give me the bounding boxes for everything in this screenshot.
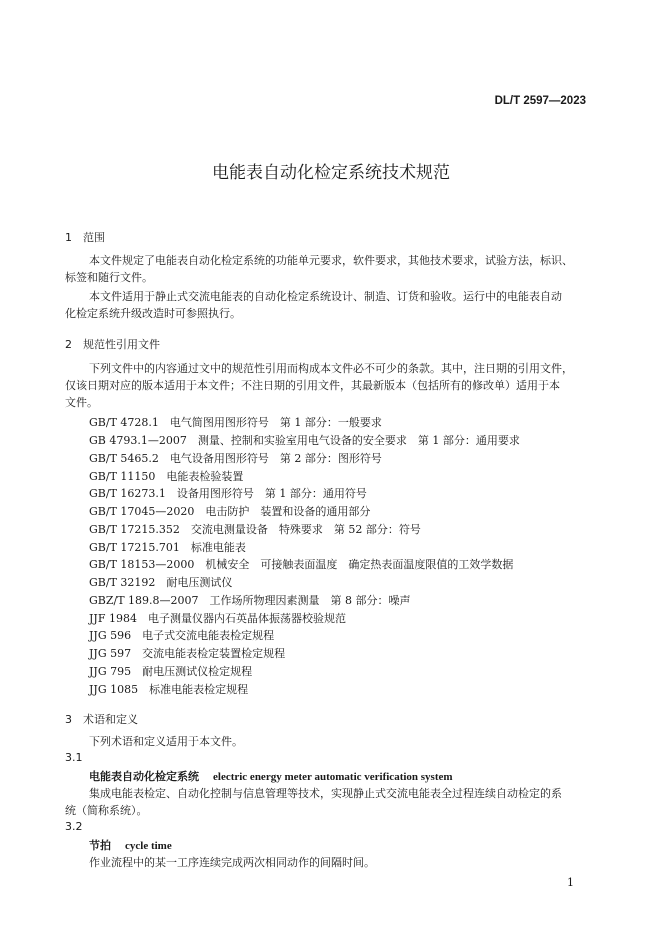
document-title: 电能表自动化检定系统技术规范 — [212, 163, 450, 183]
paragraph-line: 下列文件中的内容通过文中的规范性引用而构成本文件必不可少的条款。其中，注日期的引用文件， — [89, 362, 573, 375]
reference-item: GB/T 4728.1 电气简图用图形符号 第 1 部分：一般要求 — [89, 416, 382, 429]
section-number: 2 — [65, 338, 72, 351]
definition-line: 作业流程中的某一工序连续完成两次相同动作的间隔时间。 — [89, 856, 375, 869]
reference-item: GB/T 11150 电能表检验装置 — [89, 470, 244, 483]
reference-item: JJG 795 耐电压测试仪检定规程 — [89, 665, 253, 678]
section-1-heading — [65, 229, 105, 245]
term-heading — [89, 768, 453, 784]
definition-line: 集成电能表检定、自动化控制与信息管理等技术，实现静止式交流电能表全过程连续自动检定的系 — [89, 787, 562, 800]
term-english: cycle time — [125, 840, 172, 852]
reference-item: GBZ/T 189.8—2007 工作场所物理因素测量 第 8 部分：噪声 — [89, 594, 411, 607]
term-heading — [89, 837, 172, 853]
reference-item: GB 4793.1—2007 测量、控制和实验室用电气设备的安全要求 第 1 部分：通用要求 — [89, 434, 520, 447]
page-number: 1 — [567, 876, 574, 889]
reference-item: GB/T 16273.1 设备用图形符号 第 1 部分：通用符号 — [89, 487, 367, 500]
reference-item: GB/T 17215.701 标准电能表 — [89, 541, 246, 554]
reference-item: GB/T 5465.2 电气设备用图形符号 第 2 部分：图形符号 — [89, 452, 382, 465]
paragraph-line: 标签和随行文件。 — [65, 271, 153, 284]
term-number: 3.1 — [65, 751, 83, 764]
paragraph-line: 化检定系统升级改造时可参照执行。 — [65, 307, 241, 320]
term-number: 3.2 — [65, 820, 83, 833]
section-number: 1 — [65, 231, 72, 244]
reference-item: GB/T 17045—2020 电击防护 装置和设备的通用部分 — [89, 505, 371, 518]
reference-item: JJF 1984 电子测量仪器内石英晶体振荡器校验规范 — [89, 612, 346, 625]
section-number: 3 — [65, 713, 72, 726]
paragraph-line: 本文件规定了电能表自动化检定系统的功能单元要求，软件要求，其他技术要求，试验方法，标识、 — [89, 254, 573, 267]
definition-line: 统（简称系统）。 — [65, 804, 148, 817]
paragraph-line: 下列术语和定义适用于本文件。 — [89, 735, 243, 748]
section-title: 范围 — [83, 231, 105, 244]
paragraph-line: 本文件适用于静止式交流电能表的自动化检定系统设计、制造、订货和验收。运行中的电能表自动 — [89, 290, 562, 303]
section-title: 规范性引用文件 — [83, 338, 160, 351]
reference-item: JJG 596 电子式交流电能表检定规程 — [89, 629, 275, 642]
reference-item: JJG 1085 标准电能表检定规程 — [89, 683, 249, 696]
section-title: 术语和定义 — [83, 713, 138, 726]
reference-item: GB/T 18153—2000 机械安全 可接触表面温度 确定热表面温度限值的工效学数据 — [89, 558, 514, 571]
term-english: electric energy meter automatic verification system — [213, 771, 453, 783]
reference-item: GB/T 32192 耐电压测试仪 — [89, 576, 233, 589]
paragraph-line: 仅该日期对应的版本适用于本文件；不注日期的引用文件，其最新版本（包括所有的修改单）适用于本 — [65, 379, 560, 392]
term-chinese: 节拍 — [89, 839, 111, 852]
term-chinese: 电能表自动化检定系统 — [89, 770, 199, 783]
section-2-heading — [65, 336, 160, 352]
paragraph-line: 文件。 — [65, 396, 98, 409]
document-code: DL/T 2597—2023 — [494, 95, 586, 107]
section-3-heading — [65, 711, 138, 727]
reference-item: JJG 597 交流电能表检定装置检定规程 — [89, 647, 286, 660]
reference-item: GB/T 17215.352 交流电测量设备 特殊要求 第 52 部分：符号 — [89, 523, 421, 536]
